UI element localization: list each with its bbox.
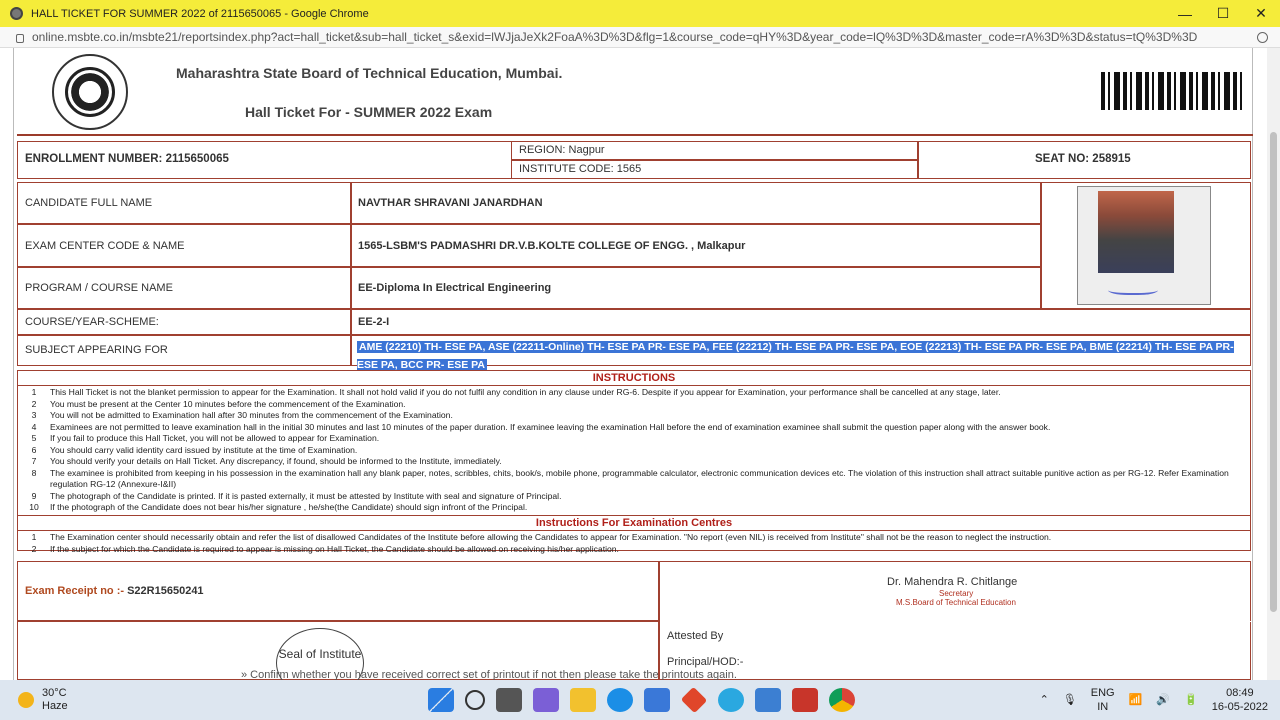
instruction-item — [24, 422, 1248, 434]
printout-note: » Confirm whether you have received correct set of printout if not then please take the printouts again. — [241, 669, 737, 680]
instruction-text: If you fail to produce this Hall Ticket, you will not be allowed to appear for Examination. — [50, 433, 380, 443]
instruction-text: You will not be admitted to Examination hall after 30 minutes from the commencement of the Examination. — [50, 410, 453, 420]
instruction-text: This Hall Ticket is not the blanket permission to appear for the Examination. It shall not hold valid if you do not fulfil any condition in any clause under RG-6. Despite if you appear for Examination, your performance shall be cancelled at any stage, later. — [50, 387, 1001, 397]
weather-widget[interactable]: 30°C Haze — [42, 687, 68, 712]
scrollbar-thumb[interactable] — [1270, 132, 1277, 612]
program-label: PROGRAM / COURSE NAME — [25, 282, 173, 294]
barcode-icon — [1101, 72, 1243, 110]
instruction-text: If the photograph of the Candidate does not bear his/her signature , he/she(the Candidate) should sign infront of the Principal. — [50, 502, 528, 512]
recorder-icon[interactable] — [792, 688, 818, 712]
instruction-text: The photograph of the Candidate is printed. If it is pasted externally, it must be attested by Institute with seal and signature of Principal. — [50, 490, 562, 501]
instruction-text: You must be present at the Center 10 minutes before the commencement of the Examination. — [50, 398, 406, 409]
signature-icon — [1108, 283, 1158, 295]
instruction-item — [24, 410, 1248, 422]
instruction-item — [24, 456, 1248, 468]
instruction-text: Examinees are not permitted to leave examination hall in the initial 30 minutes and last 10 minutes of the paper duration. If examinee leaving the examination Hall before the end of examination examinee shall submit the question paper along with the answer book. — [50, 421, 1051, 432]
candidate-name-label: CANDIDATE FULL NAME — [25, 197, 153, 209]
maximize-icon[interactable]: ☐ — [1216, 5, 1230, 21]
instruction-item — [24, 445, 1248, 457]
lock-icon[interactable] — [16, 34, 24, 43]
divider — [18, 385, 1250, 386]
instruction-number: 7 — [31, 456, 37, 466]
taskbar-apps — [428, 688, 855, 712]
program-name: EE-Diploma In Electrical Engineering — [358, 282, 552, 294]
instruction-number: 2 — [31, 543, 37, 554]
secretary-title: Secretary — [939, 589, 974, 598]
instruction-text: The examinee is prohibited from keeping in his possession in the examination hall any blank paper, notes, scribbles, chits, book/s, mobile phone, programmable calculator, electronic communication devices etc. The violation of this instruction shall attract suitable punitive action as per RG-12. Refer Examination regulation RG-12 (Annexure-I&II) — [50, 467, 1229, 489]
chat-icon[interactable] — [533, 688, 559, 712]
file-explorer-icon[interactable] — [570, 688, 596, 712]
scheme-value: EE-2-I — [358, 316, 390, 328]
battery-icon[interactable]: 🔋 — [1184, 694, 1198, 706]
page-content — [0, 48, 1280, 680]
app-icon[interactable] — [718, 688, 744, 712]
instruction-item — [24, 399, 1248, 411]
volume-icon[interactable]: 🔊 — [1156, 694, 1171, 706]
principal-label: Principal/HOD:- — [667, 656, 744, 668]
zoom-icon[interactable] — [1257, 32, 1268, 43]
instruction-number: 9 — [31, 490, 37, 501]
centre-instructions-list — [24, 532, 1248, 555]
instruction-item — [24, 387, 1248, 399]
search-icon[interactable] — [465, 690, 485, 710]
subjects-value[interactable] — [357, 337, 1239, 373]
subjects-label: SUBJECT APPEARING FOR — [25, 344, 168, 356]
scrollbar[interactable] — [1267, 48, 1280, 680]
divider — [17, 134, 1253, 136]
app-icon[interactable] — [681, 687, 708, 714]
center-label: EXAM CENTER CODE & NAME — [25, 240, 185, 252]
system-tray — [1040, 686, 1268, 714]
region: REGION: Nagpur — [519, 144, 605, 156]
taskbar — [0, 680, 1280, 720]
instructions-list — [24, 387, 1248, 514]
weather-icon[interactable] — [18, 692, 34, 708]
divider — [18, 515, 1250, 516]
close-icon[interactable]: ✕ — [1255, 5, 1267, 21]
scheme-value-cell — [351, 309, 1251, 335]
edge-icon[interactable] — [607, 688, 633, 712]
instruction-item — [24, 491, 1248, 503]
seat-number: SEAT NO: 258915 — [1035, 153, 1131, 165]
microphone-icon[interactable]: 🎙 — [1062, 694, 1077, 706]
instructions-title: INSTRUCTIONS — [592, 372, 676, 384]
app-icon[interactable] — [755, 688, 781, 712]
secretary-name: Dr. Mahendra R. Chitlange — [887, 576, 1018, 588]
instruction-item — [24, 544, 1248, 556]
ticket-title: Hall Ticket For - SUMMER 2022 Exam — [245, 104, 493, 120]
seal-of-institute: Seal of Institute — [276, 628, 364, 680]
enrollment-label: ENROLLMENT NUMBER: 2115650065 — [25, 153, 229, 165]
window-titlebar — [0, 0, 1280, 27]
chrome-icon — [10, 7, 23, 20]
exam-receipt: Exam Receipt no :- S22R15650241 — [25, 585, 204, 597]
enrollment-number: 2115650065 — [165, 153, 229, 165]
instruction-item — [24, 502, 1248, 514]
window-title: HALL TICKET FOR SUMMER 2022 of 2115650065 - Google Chrome — [31, 7, 369, 20]
wifi-icon[interactable]: 📶 — [1128, 694, 1143, 706]
divider — [18, 530, 1250, 531]
chevron-up-icon[interactable]: ⌃ — [1039, 694, 1049, 706]
language-indicator[interactable]: ENG IN — [1090, 687, 1115, 713]
candidate-name: NAVTHAR SHRAVANI JANARDHAN — [358, 197, 543, 209]
instruction-item — [24, 433, 1248, 445]
chrome-taskbar-icon[interactable] — [829, 688, 855, 712]
hall-ticket-sheet — [13, 48, 1253, 680]
board-logo-icon — [52, 54, 128, 130]
instruction-number: 1 — [31, 532, 37, 542]
address-bar[interactable] — [0, 27, 1280, 48]
instruction-number: 4 — [31, 421, 37, 432]
instruction-text: You should verify your details on Hall Ticket. Any discrepancy, if found, should be informed to the Institute, immediately. — [50, 456, 502, 466]
exam-center: 1565-LSBM'S PADMASHRI DR.V.B.KOLTE COLLEGE OF ENGG. , Malkapur — [358, 240, 746, 252]
instruction-number: 8 — [31, 467, 37, 478]
instruction-number: 3 — [31, 410, 37, 420]
divider — [859, 621, 1251, 622]
institute-code: INSTITUTE CODE: 1565 — [519, 163, 642, 175]
instruction-number: 5 — [31, 433, 37, 443]
instruction-number: 10 — [29, 502, 39, 512]
selected-subjects-text[interactable]: AME (22210) TH- ESE PA, ASE (22211-Online) TH- ESE PA PR- ESE PA, FEE (22212) TH- ESE PA PR- ESE PA, EOE (22213) TH- ESE PA PR- ESE PA, BME (22214) TH- ESE PA PR- ESE PA, BCC PR- ESE PA — [357, 341, 1234, 371]
clock[interactable]: 08:49 16-05-2022 — [1211, 687, 1268, 713]
instruction-text: You should carry valid identity card issued by institute at the time of Examination. — [50, 444, 358, 455]
instruction-item — [24, 468, 1248, 491]
candidate-photo — [1077, 186, 1211, 305]
instruction-number: 6 — [31, 444, 37, 455]
url-text[interactable]: online.msbte.co.in/msbte21/reportsindex.php?act=hall_ticket&sub=hall_ticket_s&exid=lWJjaJeXk2FoaA%3D%3D&flg=1&course_code=qHY%3D&year_code=lQ%3D%3D&master_code=rA%3D%3D&status=tQ%3D%3D — [32, 30, 1198, 44]
attested-by: Attested By — [667, 630, 724, 642]
instruction-text: If the subject for which the Candidate is required to appear is missing on Hall Ticket, the Candidate should be allowed on receiving his/her application. — [50, 543, 619, 554]
instruction-text: The Examination center should necessarily obtain and refer the list of disallowed Candidates of the Institute before allowing the Candidates to appear for Examination. "No report (even NIL) is received from Institute" shall not be the reason to neglect the instruction. — [50, 532, 1052, 542]
instruction-number: 1 — [31, 387, 37, 397]
centre-instructions-title: Instructions For Examination Centres — [535, 517, 733, 529]
instruction-item — [24, 532, 1248, 544]
instruction-number: 2 — [31, 398, 37, 409]
windows-start-icon[interactable] — [428, 688, 454, 712]
scheme-label: COURSE/YEAR-SCHEME: — [25, 316, 159, 328]
task-view-icon[interactable] — [496, 688, 522, 712]
board-name: Maharashtra State Board of Technical Education, Mumbai. — [176, 65, 563, 81]
secretary-org: M.S.Board of Technical Education — [896, 598, 1016, 607]
minimize-icon[interactable]: — — [1178, 5, 1192, 22]
store-icon[interactable] — [644, 688, 670, 712]
